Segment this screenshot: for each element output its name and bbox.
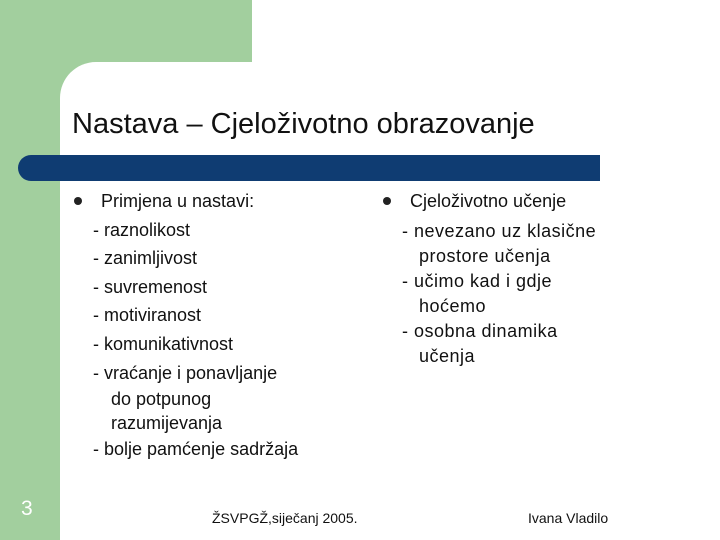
list-item: - osobna dinamika xyxy=(402,320,558,341)
list-item-continuation: do potpunog xyxy=(111,389,212,410)
left-accent-bar xyxy=(0,0,60,540)
list-item-continuation: razumijevanja xyxy=(111,413,223,434)
left-bullet xyxy=(72,187,372,216)
list-item-continuation: hoćemo xyxy=(419,295,487,316)
right-bullet xyxy=(381,187,681,216)
list-item-continuation: prostore učenja xyxy=(419,245,551,266)
slide-title: Nastava – Cjeloživotno obrazovanje xyxy=(72,108,535,140)
bullet-dot-icon xyxy=(74,197,82,205)
list-item: - vraćanje i ponavljanje xyxy=(93,362,278,383)
list-item: - učimo kad i gdje xyxy=(402,270,553,291)
list-item: - suvremenost xyxy=(93,276,208,297)
list-item: - nevezano uz klasične xyxy=(402,220,597,241)
bullet-dot-icon xyxy=(383,197,391,205)
footer-date: ŽSVPGŽ,siječanj 2005. xyxy=(212,510,358,526)
title-underline-bar xyxy=(18,155,600,181)
list-item: - komunikativnost xyxy=(93,333,234,354)
list-item: - zanimljivost xyxy=(93,248,198,269)
list-item: - motiviranost xyxy=(93,305,202,326)
list-item: - raznolikost xyxy=(93,219,191,240)
right-column xyxy=(381,187,681,368)
left-column xyxy=(72,187,372,464)
left-bullet-text: Primjena u nastavi: xyxy=(101,191,255,211)
footer-author: Ivana Vladilo xyxy=(528,510,609,526)
slide-number: 3 xyxy=(21,497,33,520)
list-item: - bolje pamćenje sadržaja xyxy=(93,439,299,460)
right-bullet-text: Cjeloživotno učenje xyxy=(410,191,567,211)
list-item-continuation: učenja xyxy=(419,345,476,366)
